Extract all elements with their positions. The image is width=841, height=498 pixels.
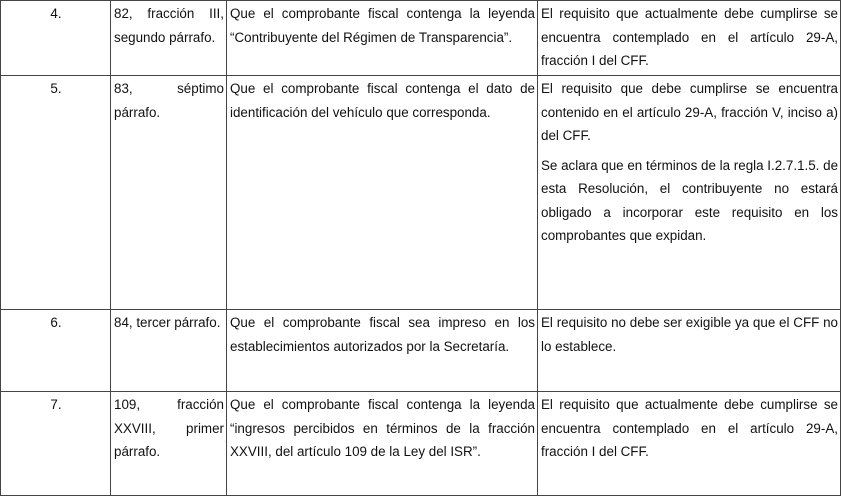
table-row (1, 392, 841, 496)
table-row (1, 310, 841, 392)
row-number: 5. (1, 76, 111, 310)
comment-paragraph: El requisito que actualmente debe cumplirse se encuentra contemplado en el artículo 29-A, fracción I del CFF. (541, 6, 838, 68)
comment-cell (538, 1, 841, 76)
row-number: 6. (1, 310, 111, 392)
row-number: 4. (1, 1, 111, 76)
requirement-text: Que el comprobante fiscal contenga el dato de identificación del vehículo que corresponda. (227, 76, 538, 310)
comment-paragraph: Se aclara que en términos de la regla I.2.7.1.5. de esta Resolución, el contribuyente no estará obligado a incorporar este requisito en los comprobantes que expidan. (541, 157, 839, 243)
table-row (1, 76, 841, 310)
comment-paragraph: El requisito que debe cumplirse se encuentra contenido en el artículo 29-A, fracción V, inciso a) del CFF. (541, 81, 838, 143)
article-reference: 109, fracción XXVIII, primer párrafo. (111, 392, 227, 496)
comment-cell (538, 76, 841, 310)
comment-paragraph: El requisito no debe ser exigible ya que el CFF no lo establece. (541, 315, 838, 354)
article-reference: 83, séptimo párrafo. (111, 76, 227, 310)
requirement-text: Que el comprobante fiscal sea impreso en los establecimientos autorizados por la Secretaría. (227, 310, 538, 392)
article-reference: 82, fracción III, segundo párrafo. (111, 1, 227, 76)
requirement-text: Que el comprobante fiscal contenga la leyenda “ingresos percibidos en términos de la fracción XXVIII, del artículo 109 de la Ley del ISR”. (227, 392, 538, 496)
comment-cell (538, 392, 841, 496)
row-number: 7. (1, 392, 111, 496)
comment-cell (538, 310, 841, 392)
comment-paragraph: El requisito que actualmente debe cumplirse se encuentra contemplado en el artículo 29-A, fracción I del CFF. (541, 397, 838, 459)
table-row (1, 1, 841, 76)
article-reference: 84, tercer párrafo. (111, 310, 227, 392)
requirement-text: Que el comprobante fiscal contenga la leyenda “Contribuyente del Régimen de Transparencia”. (227, 1, 538, 76)
